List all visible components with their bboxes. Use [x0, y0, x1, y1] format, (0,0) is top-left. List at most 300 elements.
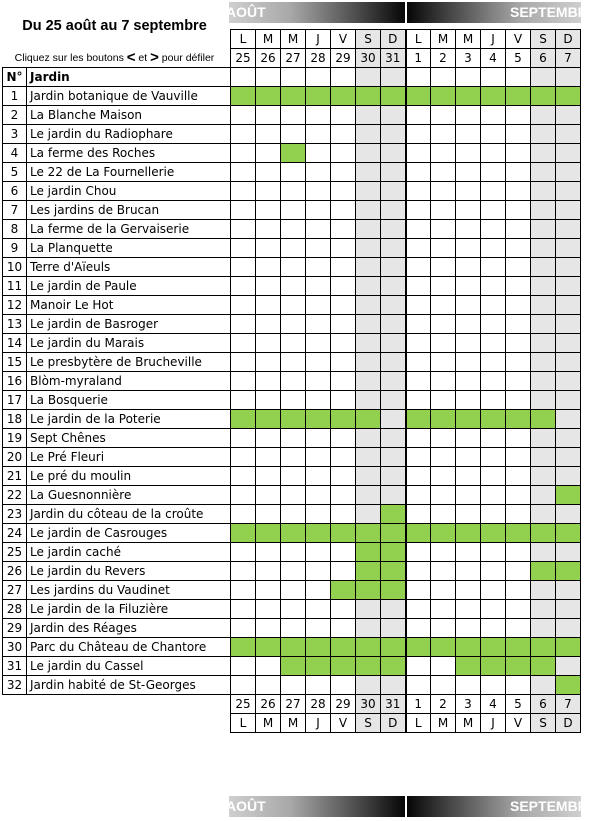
- closed-day-cell: [381, 600, 406, 619]
- closed-day-cell: [431, 182, 456, 201]
- closed-day-cell: [556, 353, 581, 372]
- closed-day-cell: [481, 600, 506, 619]
- closed-day-cell: [331, 106, 356, 125]
- closed-day-cell: [306, 600, 331, 619]
- day-date-cell: 7: [556, 49, 581, 68]
- closed-day-cell: [331, 296, 356, 315]
- closed-day-cell: [331, 144, 356, 163]
- garden-name[interactable]: Blòm-myraland: [27, 372, 231, 391]
- garden-number: 17: [3, 391, 27, 410]
- closed-day-cell: [506, 125, 531, 144]
- closed-day-cell: [256, 600, 281, 619]
- closed-day-cell: [256, 106, 281, 125]
- closed-day-cell: [406, 220, 431, 239]
- closed-day-cell: [331, 277, 356, 296]
- closed-day-cell: [506, 296, 531, 315]
- open-day-cell: [306, 638, 331, 657]
- blank-cell: [3, 714, 231, 733]
- closed-day-cell: [231, 619, 256, 638]
- closed-day-cell: [356, 353, 381, 372]
- closed-day-cell: [256, 486, 281, 505]
- closed-day-cell: [231, 182, 256, 201]
- closed-day-cell: [406, 144, 431, 163]
- closed-day-cell: [331, 676, 356, 695]
- open-day-cell: [456, 524, 481, 543]
- garden-name[interactable]: Le presbytère de Brucheville: [27, 353, 231, 372]
- open-day-cell: [331, 410, 356, 429]
- closed-day-cell: [381, 144, 406, 163]
- closed-day-cell: [231, 429, 256, 448]
- open-day-cell: [331, 87, 356, 106]
- garden-name[interactable]: Jardin botanique de Vauville: [27, 87, 231, 106]
- open-day-cell: [506, 657, 531, 676]
- open-day-cell: [531, 638, 556, 657]
- closed-day-cell: [406, 296, 431, 315]
- open-day-cell: [331, 524, 356, 543]
- closed-day-cell: [406, 562, 431, 581]
- closed-day-cell: [231, 106, 256, 125]
- closed-day-cell: [481, 391, 506, 410]
- open-day-cell: [231, 524, 256, 543]
- closed-day-cell: [531, 220, 556, 239]
- closed-day-cell: [231, 372, 256, 391]
- closed-day-cell: [556, 448, 581, 467]
- day-date-cell: 25: [231, 49, 256, 68]
- garden-name[interactable]: Jardin habité de St-Georges: [27, 676, 231, 695]
- closed-day-cell: [406, 543, 431, 562]
- garden-name[interactable]: Manoir Le Hot: [27, 296, 231, 315]
- closed-day-cell: [281, 543, 306, 562]
- day-date-cell: 6: [531, 49, 556, 68]
- garden-number: 31: [3, 657, 27, 676]
- open-day-cell: [506, 524, 531, 543]
- day-date-cell: 30: [356, 49, 381, 68]
- open-day-cell: [381, 543, 406, 562]
- garden-name[interactable]: Jardin des Réages: [27, 619, 231, 638]
- garden-name[interactable]: La ferme des Roches: [27, 144, 231, 163]
- day-date-cell: 31: [381, 695, 406, 714]
- closed-day-cell: [431, 486, 456, 505]
- closed-day-cell: [531, 448, 556, 467]
- garden-name[interactable]: Le jardin de Casrouges: [27, 524, 231, 543]
- garden-name[interactable]: Le jardin caché: [27, 543, 231, 562]
- day-date-cell: 2: [431, 695, 456, 714]
- closed-day-cell: [506, 486, 531, 505]
- closed-day-cell: [356, 391, 381, 410]
- day-letter-cell: V: [506, 714, 531, 733]
- closed-day-cell: [306, 239, 331, 258]
- closed-day-cell: [231, 543, 256, 562]
- garden-number: 5: [3, 163, 27, 182]
- garden-row: [3, 391, 581, 410]
- closed-day-cell: [356, 372, 381, 391]
- closed-day-cell: [431, 543, 456, 562]
- garden-number: 27: [3, 581, 27, 600]
- closed-day-cell: [506, 448, 531, 467]
- garden-name[interactable]: La Guesnonnière: [27, 486, 231, 505]
- closed-day-cell: [431, 581, 456, 600]
- closed-day-cell: [406, 353, 431, 372]
- garden-name[interactable]: Le jardin Chou: [27, 182, 231, 201]
- closed-day-cell: [506, 581, 531, 600]
- closed-day-cell: [456, 353, 481, 372]
- garden-name[interactable]: Le jardin du Radiophare: [27, 125, 231, 144]
- open-day-cell: [331, 581, 356, 600]
- day-letter-cell: V: [331, 714, 356, 733]
- garden-name[interactable]: La Bosquerie: [27, 391, 231, 410]
- closed-day-cell: [456, 220, 481, 239]
- garden-name[interactable]: Le jardin du Revers: [27, 562, 231, 581]
- open-day-cell: [456, 87, 481, 106]
- open-day-cell: [406, 87, 431, 106]
- open-day-cell: [306, 524, 331, 543]
- header-num: N°: [3, 68, 27, 87]
- closed-day-cell: [331, 239, 356, 258]
- closed-day-cell: [381, 619, 406, 638]
- closed-day-cell: [531, 182, 556, 201]
- closed-day-cell: [381, 353, 406, 372]
- closed-day-cell: [281, 220, 306, 239]
- closed-day-cell: [281, 296, 306, 315]
- closed-day-cell: [556, 315, 581, 334]
- closed-day-cell: [506, 315, 531, 334]
- closed-day-cell: [406, 429, 431, 448]
- garden-number: 4: [3, 144, 27, 163]
- closed-day-cell: [531, 201, 556, 220]
- closed-day-cell: [406, 372, 431, 391]
- day-date-cell: 30: [356, 695, 381, 714]
- day-letter-cell: V: [331, 30, 356, 49]
- header-day-cell: [331, 68, 356, 87]
- closed-day-cell: [306, 163, 331, 182]
- closed-day-cell: [556, 144, 581, 163]
- day-date-cell: 7: [556, 695, 581, 714]
- closed-day-cell: [306, 372, 331, 391]
- closed-day-cell: [431, 220, 456, 239]
- day-letter-cell: M: [281, 30, 306, 49]
- open-day-cell: [531, 562, 556, 581]
- closed-day-cell: [556, 581, 581, 600]
- closed-day-cell: [256, 581, 281, 600]
- open-day-cell: [406, 410, 431, 429]
- closed-day-cell: [481, 258, 506, 277]
- day-date-cell: 26: [256, 695, 281, 714]
- day-date-cell: 5: [506, 49, 531, 68]
- garden-name[interactable]: Le jardin de la Poterie: [27, 410, 231, 429]
- closed-day-cell: [531, 486, 556, 505]
- closed-day-cell: [306, 296, 331, 315]
- garden-row: [3, 334, 581, 353]
- closed-day-cell: [456, 562, 481, 581]
- garden-number: 11: [3, 277, 27, 296]
- garden-number: 18: [3, 410, 27, 429]
- open-day-cell: [431, 410, 456, 429]
- garden-number: 14: [3, 334, 27, 353]
- closed-day-cell: [556, 543, 581, 562]
- closed-day-cell: [506, 619, 531, 638]
- garden-number: 25: [3, 543, 27, 562]
- closed-day-cell: [431, 619, 456, 638]
- garden-name[interactable]: Les jardins de Brucan: [27, 201, 231, 220]
- day-letter-cell: S: [531, 30, 556, 49]
- closed-day-cell: [231, 581, 256, 600]
- garden-row: [3, 410, 581, 429]
- closed-day-cell: [556, 410, 581, 429]
- closed-day-cell: [256, 315, 281, 334]
- header-day-cell: [506, 68, 531, 87]
- garden-number: 13: [3, 315, 27, 334]
- day-date-cell: 28: [306, 695, 331, 714]
- closed-day-cell: [381, 277, 406, 296]
- closed-day-cell: [481, 144, 506, 163]
- day-letter-cell: L: [406, 30, 431, 49]
- closed-day-cell: [331, 334, 356, 353]
- closed-day-cell: [381, 372, 406, 391]
- closed-day-cell: [406, 619, 431, 638]
- closed-day-cell: [306, 562, 331, 581]
- instruction-prefix: Cliquez sur les boutons: [14, 52, 127, 64]
- closed-day-cell: [506, 106, 531, 125]
- garden-name[interactable]: Terre d'Aïeuls: [27, 258, 231, 277]
- open-day-cell: [381, 657, 406, 676]
- garden-row: [3, 486, 581, 505]
- closed-day-cell: [431, 353, 456, 372]
- gt-symbol: >: [150, 49, 159, 66]
- closed-day-cell: [306, 334, 331, 353]
- open-day-cell: [256, 87, 281, 106]
- closed-day-cell: [281, 676, 306, 695]
- closed-day-cell: [356, 486, 381, 505]
- closed-day-cell: [531, 467, 556, 486]
- closed-day-cell: [231, 258, 256, 277]
- garden-row: [3, 144, 581, 163]
- closed-day-cell: [331, 448, 356, 467]
- closed-day-cell: [506, 163, 531, 182]
- open-day-cell: [381, 638, 406, 657]
- closed-day-cell: [456, 334, 481, 353]
- closed-day-cell: [481, 239, 506, 258]
- day-letter-cell: L: [231, 714, 256, 733]
- garden-name[interactable]: Le Pré Fleuri: [27, 448, 231, 467]
- prev-month-button[interactable]: [226, 2, 405, 23]
- closed-day-cell: [456, 391, 481, 410]
- garden-number: 21: [3, 467, 27, 486]
- closed-day-cell: [356, 619, 381, 638]
- closed-day-cell: [481, 106, 506, 125]
- closed-day-cell: [356, 505, 381, 524]
- closed-day-cell: [531, 296, 556, 315]
- closed-day-cell: [481, 562, 506, 581]
- header-day-cell: [481, 68, 506, 87]
- garden-name[interactable]: Le jardin du Marais: [27, 334, 231, 353]
- open-day-cell: [531, 87, 556, 106]
- closed-day-cell: [381, 220, 406, 239]
- garden-name[interactable]: Le jardin du Cassel: [27, 657, 231, 676]
- month-label-september: SEPTEMBRE: [510, 4, 597, 20]
- closed-day-cell: [481, 467, 506, 486]
- garden-name[interactable]: Le jardin de la Filuzière: [27, 600, 231, 619]
- closed-day-cell: [556, 467, 581, 486]
- open-day-cell: [231, 638, 256, 657]
- garden-row: [3, 524, 581, 543]
- garden-number: 3: [3, 125, 27, 144]
- next-month-button-bottom[interactable]: [407, 796, 597, 817]
- closed-day-cell: [231, 296, 256, 315]
- garden-name[interactable]: Parc du Château de Chantore: [27, 638, 231, 657]
- day-date-cell: 1: [406, 695, 431, 714]
- closed-day-cell: [406, 277, 431, 296]
- closed-day-cell: [381, 410, 406, 429]
- closed-day-cell: [531, 372, 556, 391]
- closed-day-cell: [431, 144, 456, 163]
- closed-day-cell: [381, 296, 406, 315]
- closed-day-cell: [406, 676, 431, 695]
- closed-day-cell: [256, 505, 281, 524]
- instruction-mid: et: [135, 52, 151, 64]
- closed-day-cell: [306, 429, 331, 448]
- day-letter-cell: D: [556, 30, 581, 49]
- garden-name[interactable]: Jardin du côteau de la croûte: [27, 505, 231, 524]
- closed-day-cell: [406, 505, 431, 524]
- closed-day-cell: [506, 600, 531, 619]
- garden-number: 32: [3, 676, 27, 695]
- open-day-cell: [281, 638, 306, 657]
- day-letter-cell: S: [356, 30, 381, 49]
- closed-day-cell: [456, 448, 481, 467]
- header-day-cell: [381, 68, 406, 87]
- closed-day-cell: [281, 600, 306, 619]
- closed-day-cell: [431, 391, 456, 410]
- closed-day-cell: [431, 163, 456, 182]
- closed-day-cell: [531, 144, 556, 163]
- open-day-cell: [531, 410, 556, 429]
- open-day-cell: [256, 524, 281, 543]
- closed-day-cell: [231, 220, 256, 239]
- garden-name[interactable]: Le jardin de Basroger: [27, 315, 231, 334]
- closed-day-cell: [456, 144, 481, 163]
- closed-day-cell: [381, 467, 406, 486]
- closed-day-cell: [431, 296, 456, 315]
- closed-day-cell: [431, 562, 456, 581]
- closed-day-cell: [231, 277, 256, 296]
- day-date-cell: 31: [381, 49, 406, 68]
- closed-day-cell: [381, 315, 406, 334]
- closed-day-cell: [306, 144, 331, 163]
- garden-number: 19: [3, 429, 27, 448]
- day-letter-cell: M: [431, 714, 456, 733]
- closed-day-cell: [281, 372, 306, 391]
- open-day-cell: [481, 524, 506, 543]
- closed-day-cell: [431, 372, 456, 391]
- closed-day-cell: [381, 391, 406, 410]
- day-date-cell: 27: [281, 695, 306, 714]
- closed-day-cell: [531, 676, 556, 695]
- closed-day-cell: [231, 334, 256, 353]
- closed-day-cell: [331, 201, 356, 220]
- closed-day-cell: [306, 486, 331, 505]
- garden-name[interactable]: La Planquette: [27, 239, 231, 258]
- closed-day-cell: [231, 391, 256, 410]
- garden-name[interactable]: Sept Chênes: [27, 429, 231, 448]
- closed-day-cell: [231, 505, 256, 524]
- closed-day-cell: [406, 334, 431, 353]
- closed-day-cell: [456, 619, 481, 638]
- closed-day-cell: [506, 201, 531, 220]
- closed-day-cell: [356, 334, 381, 353]
- closed-day-cell: [256, 543, 281, 562]
- closed-day-cell: [431, 600, 456, 619]
- closed-day-cell: [481, 353, 506, 372]
- closed-day-cell: [281, 315, 306, 334]
- garden-name[interactable]: Le pré du moulin: [27, 467, 231, 486]
- closed-day-cell: [481, 125, 506, 144]
- closed-day-cell: [281, 106, 306, 125]
- closed-day-cell: [356, 315, 381, 334]
- closed-day-cell: [456, 505, 481, 524]
- month-bar-bottom: [226, 796, 597, 817]
- garden-row: [3, 676, 581, 695]
- closed-day-cell: [406, 258, 431, 277]
- open-day-cell: [331, 638, 356, 657]
- closed-day-cell: [231, 676, 256, 695]
- closed-day-cell: [456, 182, 481, 201]
- closed-day-cell: [406, 600, 431, 619]
- closed-day-cell: [281, 486, 306, 505]
- day-letter-cell: L: [406, 714, 431, 733]
- closed-day-cell: [556, 391, 581, 410]
- month-label-september-bottom: SEPTEMBRE: [510, 798, 597, 814]
- garden-name[interactable]: La ferme de la Gervaiserie: [27, 220, 231, 239]
- day-letter-cell: V: [506, 30, 531, 49]
- closed-day-cell: [531, 163, 556, 182]
- next-month-button[interactable]: [407, 2, 597, 23]
- closed-day-cell: [556, 334, 581, 353]
- garden-row: [3, 581, 581, 600]
- closed-day-cell: [506, 391, 531, 410]
- garden-name[interactable]: Les jardins du Vaudinet: [27, 581, 231, 600]
- blank-cell: [3, 49, 231, 68]
- closed-day-cell: [306, 258, 331, 277]
- date-row-top: [3, 49, 581, 68]
- open-day-cell: [231, 87, 256, 106]
- garden-name[interactable]: Le jardin de Paule: [27, 277, 231, 296]
- closed-day-cell: [431, 239, 456, 258]
- closed-day-cell: [256, 334, 281, 353]
- open-day-cell: [406, 638, 431, 657]
- closed-day-cell: [556, 182, 581, 201]
- open-day-cell: [356, 581, 381, 600]
- day-letter-cell: D: [381, 714, 406, 733]
- closed-day-cell: [356, 448, 381, 467]
- prev-month-button-bottom[interactable]: [226, 796, 405, 817]
- garden-name[interactable]: La Blanche Maison: [27, 106, 231, 125]
- closed-day-cell: [256, 657, 281, 676]
- closed-day-cell: [356, 144, 381, 163]
- closed-day-cell: [506, 258, 531, 277]
- garden-row: [3, 277, 581, 296]
- closed-day-cell: [331, 182, 356, 201]
- closed-day-cell: [331, 372, 356, 391]
- garden-row: [3, 182, 581, 201]
- closed-day-cell: [356, 163, 381, 182]
- garden-name[interactable]: Le 22 de La Fournellerie: [27, 163, 231, 182]
- closed-day-cell: [281, 619, 306, 638]
- closed-day-cell: [256, 391, 281, 410]
- closed-day-cell: [306, 676, 331, 695]
- header-day-cell: [306, 68, 331, 87]
- open-day-cell: [356, 543, 381, 562]
- closed-day-cell: [281, 334, 306, 353]
